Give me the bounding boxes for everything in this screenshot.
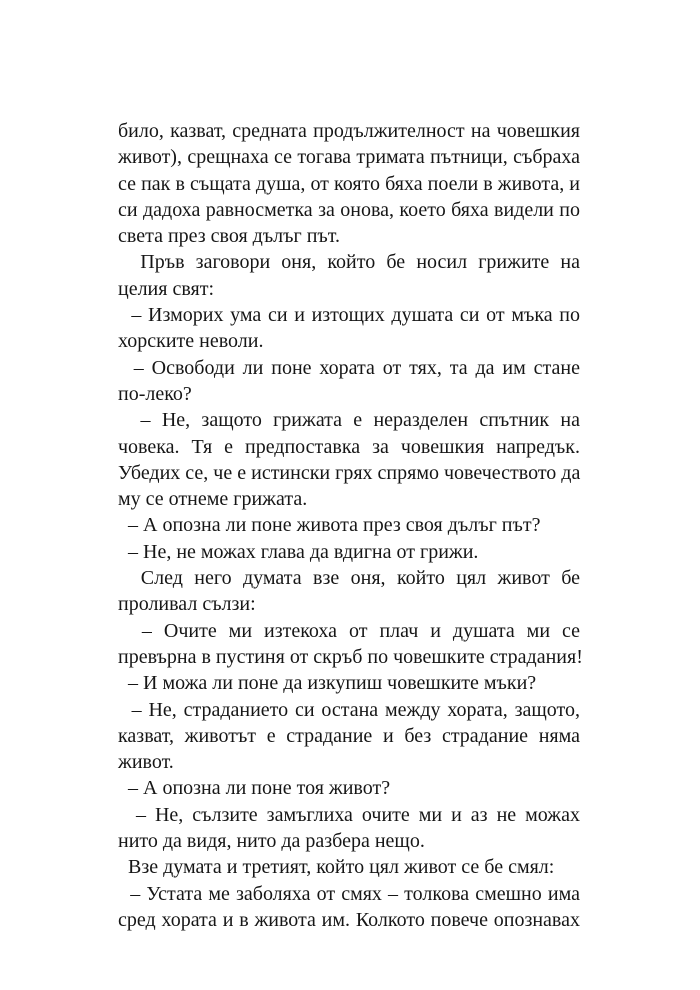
text-line: целия свят:	[118, 277, 215, 300]
text-line: – Очите ми изтекоха от плач и душата ми се	[118, 619, 580, 642]
text-line: – Не, не можах глава да вдигна от грижи.	[118, 540, 479, 563]
text-line: сред хората и в живота им. Колкото повече опознавах	[118, 908, 580, 931]
text-line: – Изморих ума си и изтощих душата си от мъка по	[118, 304, 580, 327]
text-line: живот.	[118, 751, 174, 774]
text-line: – А опозна ли поне живота през своя дълъг път?	[118, 514, 541, 537]
text-line: си дадоха равносметка за онова, което бяха видели по	[118, 198, 580, 221]
text-line: му се отнеме грижата.	[118, 488, 308, 511]
text-line: Пръв заговори оня, който бе носил грижите на	[118, 251, 580, 274]
text-line: Убедих се, че е истински грях спрямо човечеството да	[118, 461, 581, 484]
page-body-text	[118, 118, 583, 933]
text-line: – А опозна ли поне тоя живот?	[118, 777, 391, 800]
text-line: – Не, защото грижата е неразделен спътник на	[118, 409, 580, 432]
text-line: – Не, сълзите замъглиха очите ми и аз не можах	[118, 803, 580, 826]
text-line: – Не, страданието си остана между хората, защото,	[118, 698, 580, 721]
text-line: проливал сълзи:	[118, 593, 256, 616]
text-line: света през своя дълъг път.	[118, 225, 340, 248]
text-line: живот), срещнаха се тогава тримата пътници, събраха	[118, 146, 580, 169]
text-line: – И можа ли поне да изкупиш човешките мъки?	[118, 672, 537, 695]
text-line: – Освободи ли поне хората от тях, та да им стане	[118, 356, 580, 379]
text-line: – Устата ме заболяха от смях – толкова смешно има	[118, 882, 580, 905]
text-line: човека. Тя е предпоставка за човешкия напредък.	[118, 435, 580, 458]
text-line: нито да видя, нито да разбера нещо.	[118, 830, 425, 853]
text-line: хорските неволи.	[118, 330, 264, 353]
text-line: Взе думата и третият, който цял живот се бе смял:	[118, 856, 555, 879]
text-line: превърна в пустиня от скръб по човешките страдания!	[118, 645, 583, 668]
text-line: се пак в същата душа, от която бяха поели в живота, и	[118, 172, 580, 195]
text-line: по-леко?	[118, 382, 192, 405]
text-line: било, казват, средната продължителност на човешкия	[118, 120, 580, 142]
text-line: казват, животът е страдание и без страдание няма	[118, 724, 580, 747]
text-line: След него думата взе оня, който цял живот бе	[118, 567, 580, 590]
